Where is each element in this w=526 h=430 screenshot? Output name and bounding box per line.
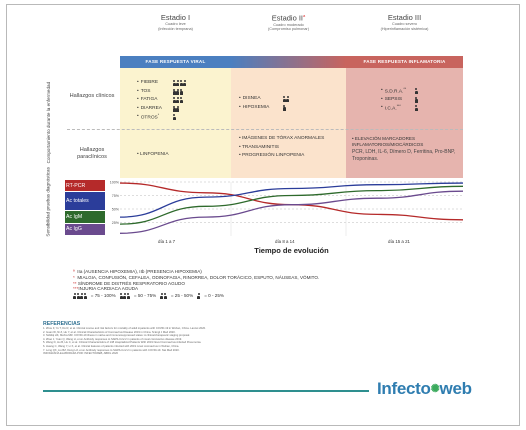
item-sup: ** [403,87,407,92]
paraclinical-col-1: • LINFOPENIA [137,152,169,157]
freq-icons-4 [73,293,87,299]
item-bullet: • [137,97,139,102]
item-label: FATIGA [140,97,158,102]
infographic-frame [6,4,520,426]
frequency-icons [415,88,418,94]
item-bullet: • [137,114,139,119]
clinical-col-2 [239,95,289,112]
item-label: OTROS [140,115,158,121]
person-icon [176,89,179,95]
stage-2-sub1: Cuadro moderado [273,22,304,27]
stage-2-title: Estadio II [271,13,304,23]
item-bullet: • [381,88,383,93]
brand-logo [377,379,472,399]
frequency-legend [73,293,403,299]
brand-part-1: Infecto [377,379,431,398]
side-behavior-wrap [29,68,69,178]
reference-credit: INFOGRAFÍA ELABORADA POR: INFECTOWEB, ABRIL 2020 [43,352,118,356]
paraclinical-item: TRANSAMINITIS [241,144,279,150]
person-icon [176,97,179,103]
legend [73,269,403,299]
clinical-item [239,95,289,104]
y-tick-label: 25% [111,221,119,225]
test-ac-totales: Ac totales [65,192,105,210]
person-icon [160,293,163,299]
clinical-col-3 [381,87,418,113]
person-icon [415,97,418,103]
stage-2-bg [231,68,346,178]
person-icon [173,89,176,95]
person-icon [173,114,176,120]
item-bullet: • [137,88,139,94]
frequency-icons [173,80,187,86]
legend-1: IIa (AUSENCIA HIPOXEMIA), IIb (PRESENCIA HIPOXEMIA) [77,269,202,274]
person-icon [180,89,183,95]
item-sup: * [157,113,160,118]
person-icon [164,293,167,299]
item-sup: *** [396,104,401,109]
clinical-item [381,87,418,96]
person-icon [80,293,83,299]
clinical-item [381,104,418,113]
freq-3: = 25 - 50% [170,293,194,299]
side-sensitivity-label: Sensibilidad pruebas diagnósticas [45,167,51,237]
stage-3-sub2: (Hiperinflamación sistémica) [380,26,429,31]
chart-lines [120,183,463,233]
item-label: FIEBRE [140,80,159,85]
clinical-col-1 [137,79,186,122]
freq-1: = 75 - 100% [90,293,116,299]
row-divider [67,129,463,130]
person-icon [197,293,200,299]
freq-icons-3 [120,293,130,299]
brand-part-2: web [439,379,472,398]
chart-ylabels [110,181,120,226]
reference-item: 3. Siddiqi HK, Mehra MR. COVID-19 illness in native and immunosuppressed states: A clinical-therapeutic staging proposal. [43,334,190,338]
stage-2-sub2: (Compromiso pulmonar) [268,27,309,32]
person-icon [84,293,87,299]
person-icon [127,293,130,299]
item-bullet: • [239,96,241,101]
x-tick-1: día 1 a 7 [158,239,176,244]
person-icon [415,88,418,94]
x-axis [120,239,463,246]
person-icon [173,80,176,86]
x-tick-2: día 8 a 14 [275,239,295,244]
legend-marker: * [73,274,75,280]
freq-2: = 50 - 75% [133,293,157,299]
reference-item: 5. Wang D, Hu B, Hu C, et al. Clinical Characteristics of 138 Hospitalized Patients With 2019 Novel Coronavirus-Infected Pneumonia. [43,341,202,345]
person-icon [176,106,179,112]
person-icon [173,97,176,103]
legend-marker: *** [73,286,79,292]
reference-item: 7. Long QX, Liu BZ, Deng HJ, et al. Antibody responses to SARS-CoV-2 in patients with COVID-19. Nat Med 2020. [43,348,180,352]
paraclinical-item: IMÁGENES DE TÓRAX ANORMALES [242,136,325,141]
legend-marker: ** [73,280,77,286]
stage-1-sub1: Cuadro leve [165,22,186,26]
x-axis-title: Tiempo de evolución [254,246,329,255]
paraclinical-col3-head: ELEVACIÓN MARCADORES INFLAMATORIOS/MIOCÁRDICOS [352,136,424,147]
stage-2-header [231,13,346,32]
person-icon [283,96,286,102]
phase-inflam-bar: FASE RESPUESTA INFLAMATORIA [346,56,463,68]
frequency-icons [283,105,286,111]
frequency-icons [173,114,176,120]
legend-3: SÍNDROME DE DISTRÉS RESPIRATORIO AGUDO [77,280,185,286]
legend-4: INJURIA CARDIACA AGUDA [78,286,139,292]
person-icon [73,293,76,299]
clinical-row-label: Hallazgos clínicos [69,93,115,99]
stage-1-title: Estadio I [160,13,191,22]
phase-viral-bar: FASE RESPUESTA VIRAL [120,56,231,68]
person-icon [120,293,123,299]
frequency-icons [173,89,183,95]
sensitivity-chart [107,178,463,240]
person-icon [180,80,183,86]
frequency-icons [173,106,180,112]
y-tick-label: 75% [111,194,119,198]
person-icon [123,293,126,299]
references [43,321,443,356]
reference-item: 6. Huang C, Wang Y, Li X, et al. Clinical features of patients infected with 2019 novel coronavirus in Wuhan, China. [43,344,180,348]
person-icon [176,80,179,86]
freq-icons-1 [197,293,200,299]
side-behavior-label: Comportamiento durante la enfermedad [46,82,52,164]
item-label: TOS [140,88,151,94]
frequency-icons [173,97,183,103]
paraclinical-item: LINFOPENIA [140,152,169,157]
virus-icon: ✺ [430,383,440,395]
freq-4: = 0 - 25% [204,293,224,299]
legend-marker: ª [73,269,75,274]
paraclinical-row-label: Hallazgos paraclínicos [77,147,107,160]
item-bullet: • [381,105,383,110]
paraclinical-col3-text: PCR, LDH, IL-6, Dímero D, Ferritina, Pro-BNP, Troponinas. [352,149,456,162]
stage-1-header [120,13,231,31]
test-ac-igm: Ac IgM [65,211,105,222]
reference-item: 4. Zhao J, Yuan Q, Wang H, et al. Antibody responses to SARS-CoV-2 in patients of novel coronavirus disease 2019. [43,337,182,341]
test-rtpcr: RT-PCR [65,180,105,191]
item-bullet: • [137,105,139,111]
person-icon [173,106,176,112]
frequency-icons [415,97,418,103]
person-icon [77,293,80,299]
item-label: SEPSIS [384,96,403,102]
reference-item: 1. Zhou F, Yu T, Du R, et al. Clinical course and risk factors for mortality of adult inpatients with COVID-19 in Wuhan, China. Lancet 2020. [43,327,206,330]
stage-3-title: Estadio III [387,13,422,22]
test-labels [65,180,105,235]
frequency-icons [415,105,418,111]
references-title: REFERENCIAS [43,321,81,327]
frequency-icons [283,96,290,102]
legend-2: MIALGIA, CONFUSIÓN, CEFALEA, ODINOFAGIA, RINORREA, DOLOR TORÁCICO, ESPUTO, NÁUSEAS, VÓMITO. [77,274,320,280]
clinical-item [137,113,186,122]
person-icon [415,105,418,111]
stage-3-sub1: Cuadro severo [392,22,417,26]
paraclinical-col-3: • ELEVACIÓN MARCADORES INFLAMATORIOS/MIOCÁRDICOS PCR, LDH, IL-6, Dímero D, Ferritina, Pro-BNP, Troponinas. [352,136,462,163]
clinical-item [137,88,186,97]
stage-2-sup: a [303,13,306,18]
paraclinical-item: PROGRESIÓN LINFOPENIA [242,153,305,158]
stage-1-sub2: (Infección temprana) [158,26,193,31]
phase-transition-bar [231,56,346,68]
freq-icons-2 [160,293,167,299]
test-ac-igg: Ac IgG [65,224,105,235]
item-label: DISNEA [242,96,261,101]
person-icon [283,105,286,111]
person-icon [286,96,289,102]
person-icon [183,80,186,86]
item-label: HIPOXEMIA [242,104,270,110]
item-bullet: • [381,96,383,102]
side-sensitivity-wrap [31,167,65,237]
reference-item: 2. Guan W, Ni Z, Hu Y, et al. Clinical Characteristics of Coronavirus Disease 2019 in China. N Engl J Med 2020. [43,330,176,334]
item-label: S.D.R.A. [384,89,404,95]
item-bullet: • [137,80,139,85]
person-icon [180,97,183,103]
stage-3-header [346,13,463,31]
clinical-item [137,79,186,88]
y-tick-label: 50% [111,207,119,212]
x-tick-3: día 15 a 21 [388,239,410,244]
item-label: DIARREA [140,105,163,111]
clinical-item [137,96,186,105]
clinical-item [239,104,289,113]
item-label: I.C.A. [384,106,397,112]
paraclinical-col-2: • IMÁGENES DE TÓRAX ANORMALES • TRANSAMINITIS • PROGRESIÓN LINFOPENIA [239,136,325,158]
footer-line [43,390,369,392]
y-tick-label: 100% [109,180,119,185]
item-bullet: • [239,104,241,110]
